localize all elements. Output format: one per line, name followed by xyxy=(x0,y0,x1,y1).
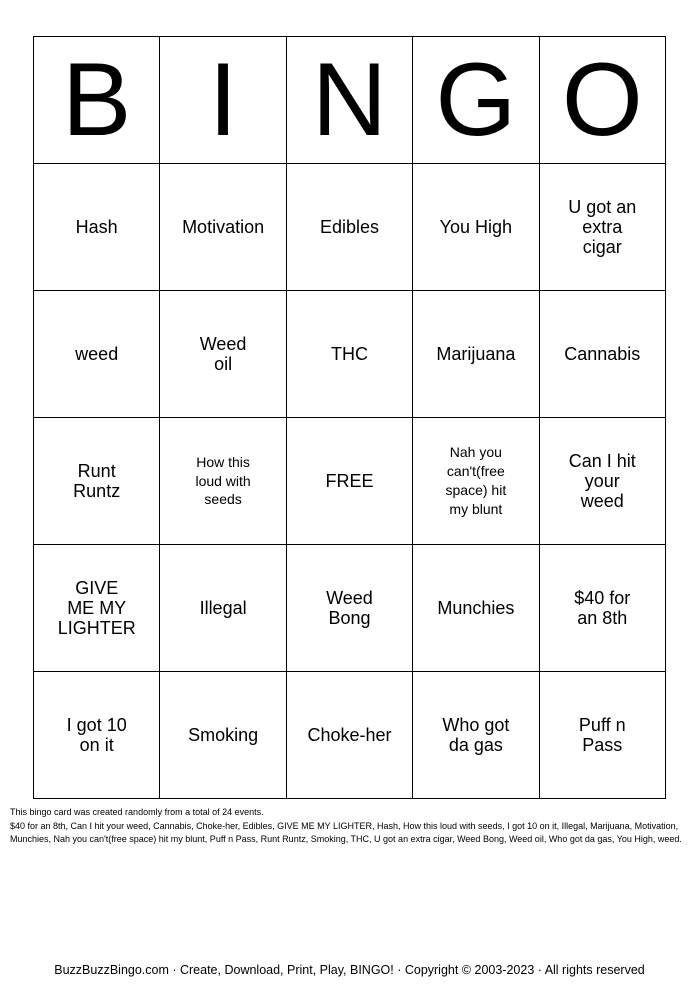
bingo-row-4 xyxy=(34,545,666,672)
bingo-cell: $40 for an 8th xyxy=(539,545,665,672)
header-letter-n: N xyxy=(286,37,412,164)
bingo-row-5 xyxy=(34,672,666,799)
bingo-cell: I got 10 on it xyxy=(34,672,160,799)
bingo-cell: Weed oil xyxy=(160,291,286,418)
site-footer: BuzzBuzzBingo.com · Create, Download, Print, Play, BINGO! · Copyright © 2003-2023 · All rights reserved xyxy=(54,963,645,977)
bingo-row-1 xyxy=(34,164,666,291)
bingo-cell: Smoking xyxy=(160,672,286,799)
bingo-cell: How this loud with seeds xyxy=(160,418,286,545)
bingo-cell: Choke-her xyxy=(286,672,412,799)
footnote-event-list: $40 for an 8th, Can I hit your weed, Cannabis, Choke-her, Edibles, GIVE ME MY LIGHTER, Hash, How this loud with seeds, I got 10 on it, Illegal, Marijuana, Motivation, Munchies, Nah you can't(free space) hit my blunt, Puff n Pass, Runt Runtz, Smoking, THC, U got an extra cigar, Weed Bong, Weed oil, Who got da gas, You High, weed. xyxy=(10,820,682,844)
bingo-cell: Illegal xyxy=(160,545,286,672)
bingo-cell: weed xyxy=(34,291,160,418)
bingo-cell: Marijuana xyxy=(413,291,539,418)
footnote-intro: This bingo card was created randomly from a total of 24 events. xyxy=(10,807,264,817)
bingo-cell: U got an extra cigar xyxy=(539,164,665,291)
bingo-cell: Munchies xyxy=(413,545,539,672)
header-letter-o: O xyxy=(539,37,665,164)
bingo-cell: Puff n Pass xyxy=(539,672,665,799)
bingo-row-3 xyxy=(34,418,666,545)
bingo-cell: Hash xyxy=(34,164,160,291)
header-row xyxy=(34,37,666,164)
bingo-cell: You High xyxy=(413,164,539,291)
card-footnote xyxy=(10,806,688,847)
bingo-card xyxy=(33,36,666,799)
bingo-cell: Edibles xyxy=(286,164,412,291)
bingo-cell: GIVE ME MY LIGHTER xyxy=(34,545,160,672)
header-letter-g: G xyxy=(413,37,539,164)
bingo-cell: Motivation xyxy=(160,164,286,291)
bingo-cell: Weed Bong xyxy=(286,545,412,672)
header-letter-b: B xyxy=(34,37,160,164)
free-space-cell: FREE xyxy=(286,418,412,545)
bingo-cell: Who got da gas xyxy=(413,672,539,799)
bingo-cell: Can I hit your weed xyxy=(539,418,665,545)
bingo-row-2 xyxy=(34,291,666,418)
bingo-cell: Runt Runtz xyxy=(34,418,160,545)
bingo-cell: Nah you can't(free space) hit my blunt xyxy=(413,418,539,545)
header-letter-i: I xyxy=(160,37,286,164)
bingo-cell: Cannabis xyxy=(539,291,665,418)
bingo-cell: THC xyxy=(286,291,412,418)
